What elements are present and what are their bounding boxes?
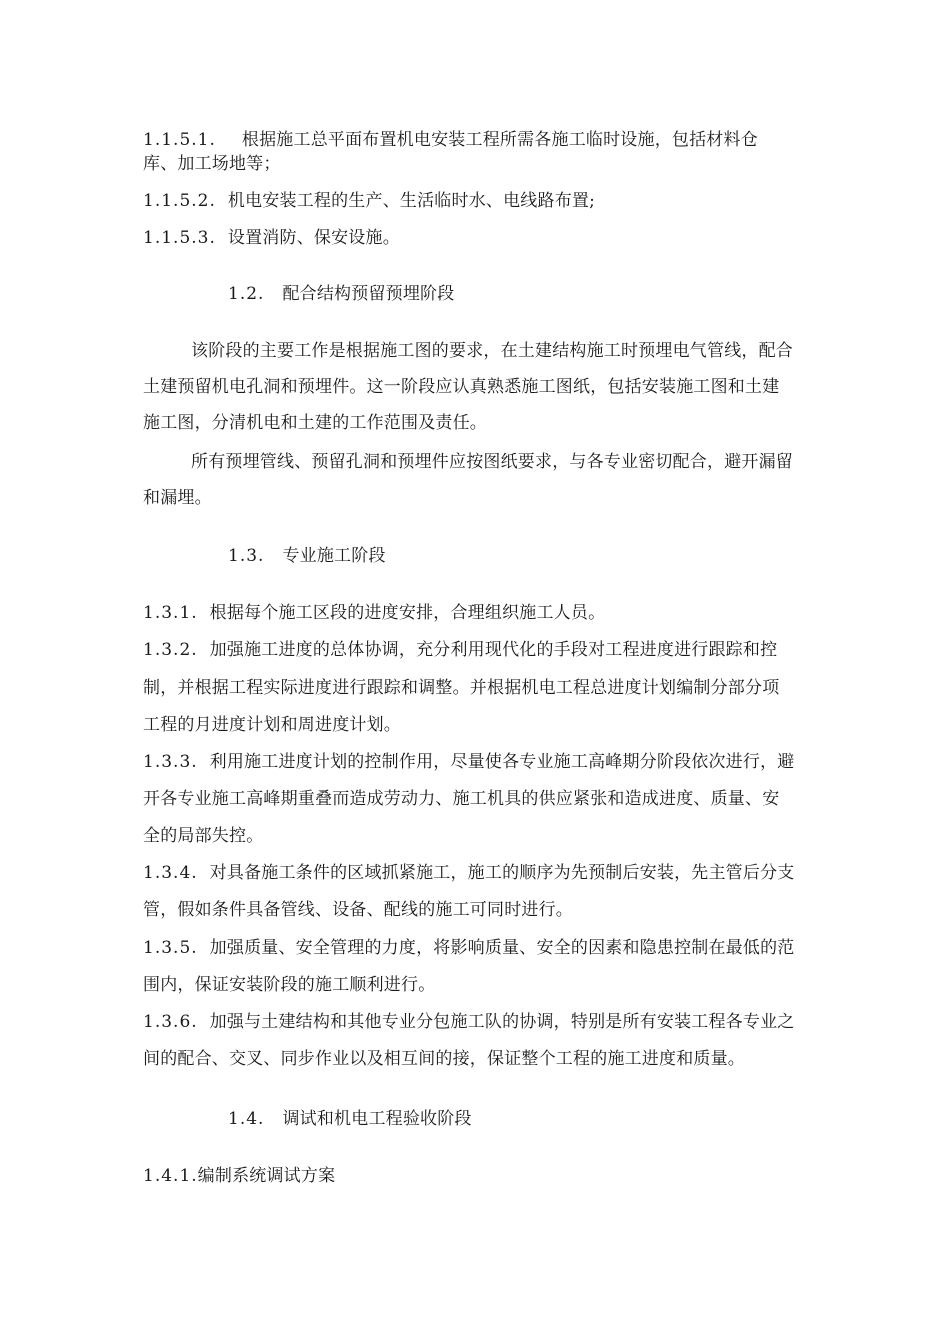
item-1-1-5-1-continued xyxy=(143,153,281,175)
paragraph-line xyxy=(143,487,212,509)
item-1-3-5-continued xyxy=(143,974,435,996)
section-title: 专业施工阶段 xyxy=(282,546,386,566)
item-1-3-4-continued xyxy=(143,899,573,921)
item-1-1-5-3 xyxy=(143,227,400,249)
item-1-3-4 xyxy=(143,862,794,884)
item-1-3-6-continued xyxy=(143,1048,745,1070)
section-title: 调试和机电工程验收阶段 xyxy=(282,1109,472,1129)
item-number: 1.1.5.1. xyxy=(143,130,216,150)
section-title: 配合结构预留预埋阶段 xyxy=(282,284,455,304)
item-text: 工程的月进度计划和周进度计划。 xyxy=(143,715,401,735)
section-heading-1-3 xyxy=(228,545,386,567)
section-number: 1.2. xyxy=(228,284,265,304)
section-heading-1-2 xyxy=(228,283,454,305)
item-text: 机电安装工程的生产、生活临时水、电线路布置; xyxy=(227,191,596,211)
item-text: 开各专业施工高峰期重叠而造成劳动力、施工机具的供应紧张和造成进度、质量、安 xyxy=(143,789,780,809)
item-text: 根据每个施工区段的进度安排，合理组织施工人员。 xyxy=(209,603,606,623)
item-number: 1.4.1. xyxy=(143,1166,198,1186)
item-text: 根据施工总平面布置机电安装工程所需各施工临时设施，包括材料仓 xyxy=(241,130,758,150)
item-1-1-5-2 xyxy=(143,190,595,212)
item-text: 加强质量、安全管理的力度，将影响质量、安全的因素和隐患控制在最低的范 xyxy=(209,938,795,958)
paragraph-text: 和漏埋。 xyxy=(143,488,212,508)
item-1-3-2 xyxy=(143,639,777,661)
paragraph-text: 施工图，分清机电和土建的工作范围及责任。 xyxy=(143,413,487,433)
item-1-3-1 xyxy=(143,602,605,624)
item-1-3-6 xyxy=(143,1011,794,1033)
item-text: 全的局部失控。 xyxy=(143,826,264,846)
item-1-3-3-continued xyxy=(143,788,779,810)
item-1-3-5 xyxy=(143,937,794,959)
item-text: 利用施工进度计划的控制作用，尽量使各专业施工高峰期分阶段依次进行，避 xyxy=(209,752,795,772)
item-text: 库、加工场地等； xyxy=(143,154,281,174)
item-text: 围内，保证安装阶段的施工顺利进行。 xyxy=(143,975,436,995)
paragraph-text: 该阶段的主要工作是根据施工图的要求，在土建结构施工时预埋电气管线，配合 xyxy=(191,341,793,361)
item-text: 间的配合、交叉、同步作业以及相互间的接，保证整个工程的施工进度和质量。 xyxy=(143,1049,745,1069)
item-number: 1.3.5. xyxy=(143,938,198,958)
section-heading-1-4 xyxy=(228,1108,472,1130)
item-text: 制，并根据工程实际进度进行跟踪和调整。并根据机电工程总进度计划编制分部分项 xyxy=(143,678,780,698)
paragraph-line xyxy=(143,412,487,434)
paragraph-line xyxy=(143,376,779,398)
section-number: 1.4. xyxy=(228,1109,265,1129)
paragraph-text: 所有预埋管线、预留孔洞和预埋件应按图纸要求，与各专业密切配合，避开漏留 xyxy=(191,452,793,472)
section-number: 1.3. xyxy=(228,546,265,566)
item-text: 加强施工进度的总体协调，充分利用现代化的手段对工程进度进行跟踪和控 xyxy=(209,640,778,660)
item-text: 设置消防、保安设施。 xyxy=(227,228,400,248)
item-number: 1.3.1. xyxy=(143,603,198,623)
paragraph-line xyxy=(191,340,793,362)
item-text: 对具备施工条件的区域抓紧施工，施工的顺序为先预制后安装，先主管后分支 xyxy=(209,863,795,883)
item-1-1-5-1 xyxy=(143,129,758,151)
item-number: 1.3.6. xyxy=(143,1012,198,1032)
item-number: 1.1.5.3. xyxy=(143,228,216,248)
item-1-3-2-continued xyxy=(143,677,779,699)
item-number: 1.1.5.2. xyxy=(143,191,216,211)
item-text: 管，假如条件具备管线、设备、配线的施工可同时进行。 xyxy=(143,900,573,920)
item-number: 1.3.2. xyxy=(143,640,198,660)
item-number: 1.3.4. xyxy=(143,863,198,883)
item-text: 加强与土建结构和其他专业分包施工队的协调，特别是所有安装工程各专业之 xyxy=(209,1012,795,1032)
item-1-3-3 xyxy=(143,751,794,773)
item-text: 编制系统调试方案 xyxy=(197,1166,336,1186)
item-number: 1.3.3. xyxy=(143,752,198,772)
paragraph-line xyxy=(191,451,793,473)
item-1-3-2-continued xyxy=(143,714,401,736)
item-1-3-3-continued xyxy=(143,825,263,847)
item-1-4-1 xyxy=(143,1165,335,1187)
paragraph-text: 土建预留机电孔洞和预埋件。这一阶段应认真熟悉施工图纸，包括安装施工图和土建 xyxy=(143,377,780,397)
